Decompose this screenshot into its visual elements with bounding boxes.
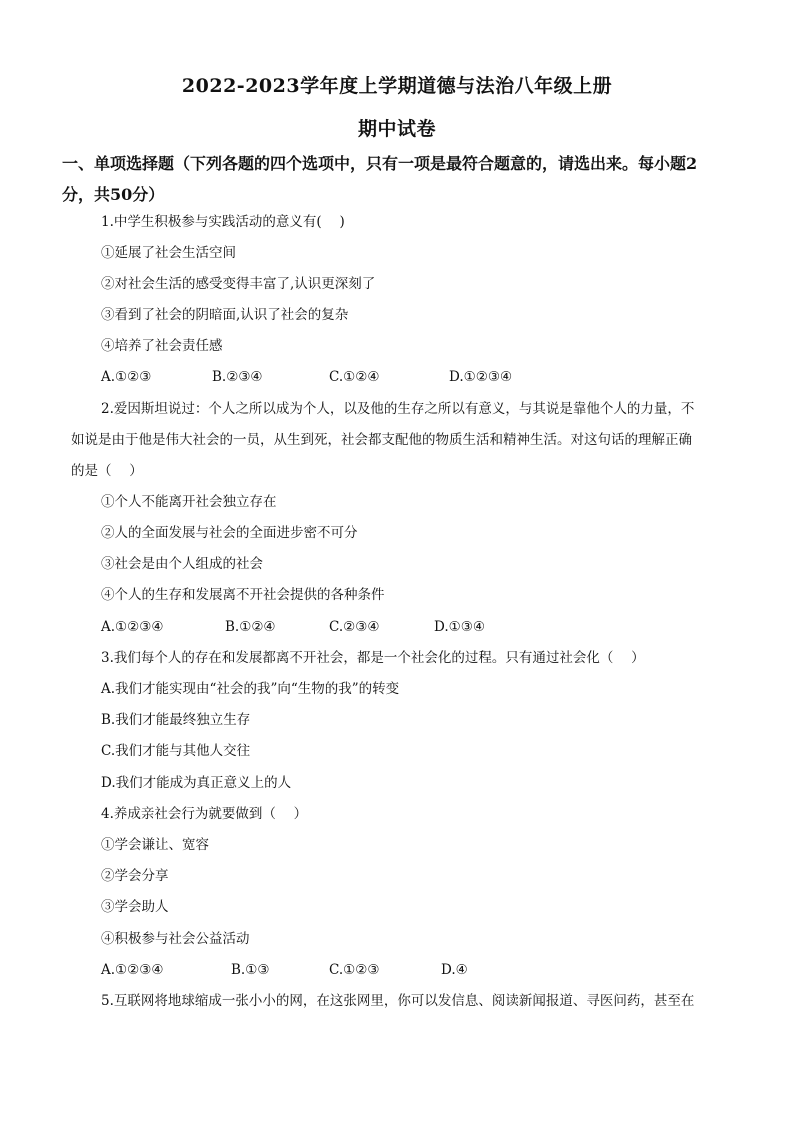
question-2-stem-line-2: 如说是由于他是伟大社会的一员，从生到死，社会都支配他的物质生活和精神生活。对这句话的理解正确	[71, 432, 692, 448]
section-heading	[62, 148, 726, 210]
question-4-statement-2: ②学会分享	[101, 868, 169, 884]
question-1-statement-3: ③看到了社会的阴暗面,认识了社会的复杂	[101, 307, 349, 323]
question-1-statement-1: ①延展了社会生活空间	[101, 245, 236, 261]
question-4-option-b: B.①③	[231, 962, 270, 978]
question-2-option-a: A.①②③④	[101, 619, 164, 635]
question-2-statement-3: ③社会是由个人组成的社会	[101, 556, 263, 572]
question-3-option-a: A.我们才能实现由“社会的我”向“生物的我”的转变	[101, 681, 400, 697]
question-4-option-c: C.①②③	[329, 962, 380, 978]
question-2-option-b: B.①②④	[225, 619, 276, 635]
question-5-stem: 5.互联网将地球缩成一张小小的网，在这张网里，你可以发信息、阅读新闻报道、寻医问药，甚至在	[101, 993, 695, 1009]
question-1-statement-4: ④培养了社会责任感	[101, 338, 223, 354]
question-2-statement-1: ①个人不能离开社会独立存在	[101, 494, 277, 510]
question-2-stem-line-3: 的是（ ）	[71, 463, 143, 479]
question-1-statement-2: ②对社会生活的感受变得丰富了,认识更深刻了	[101, 276, 376, 292]
question-1-option-c: C.①②④	[329, 369, 380, 385]
question-4-statement-3: ③学会助人	[101, 899, 169, 915]
exam-title: 2022-2023学年度上学期道德与法治八年级上册	[181, 75, 613, 97]
question-1-option-b: B.②③④	[212, 369, 263, 385]
question-3-option-d: D.我们才能成为真正意义上的人	[101, 775, 292, 791]
question-2-statement-4: ④个人的生存和发展离不开社会提供的各种条件	[101, 587, 385, 603]
question-3-option-c: C.我们才能与其他人交往	[101, 743, 251, 759]
question-4-option-d: D.④	[441, 962, 468, 978]
question-2-option-d: D.①③④	[434, 619, 485, 635]
section-heading-line-1: 一、单项选择题（下列各题的四个选项中，只有一项是最符合题意的，请选出来。每小题2	[62, 154, 698, 173]
question-1-option-d: D.①②③④	[449, 369, 513, 385]
question-3-option-b: B.我们才能最终独立生存	[101, 712, 251, 728]
question-4-stem: 4.养成亲社会行为就要做到（ ）	[101, 806, 308, 822]
question-4-statement-4: ④积极参与社会公益活动	[101, 931, 250, 947]
question-4-statement-1: ①学会谦让、宽容	[101, 837, 209, 853]
question-1-stem: 1.中学生积极参与实践活动的意义有( )	[101, 214, 345, 230]
question-2-stem-line-1: 2.爱因斯坦说过：个人之所以成为个人，以及他的生存之所以有意义，与其说是靠他个人的力量，不	[101, 401, 695, 417]
exam-subtitle: 期中试卷	[357, 118, 436, 140]
question-3-stem: 3.我们每个人的存在和发展都离不开社会，都是一个社会化的过程。只有通过社会化（ ）	[101, 650, 645, 666]
question-4-option-a: A.①②③④	[101, 962, 164, 978]
question-2-statement-2: ②人的全面发展与社会的全面进步密不可分	[101, 525, 358, 541]
question-2-option-c: C.②③④	[329, 619, 380, 635]
question-1-option-a: A.①②③	[101, 369, 152, 385]
section-heading-line-2: 分，共50分）	[62, 185, 165, 204]
